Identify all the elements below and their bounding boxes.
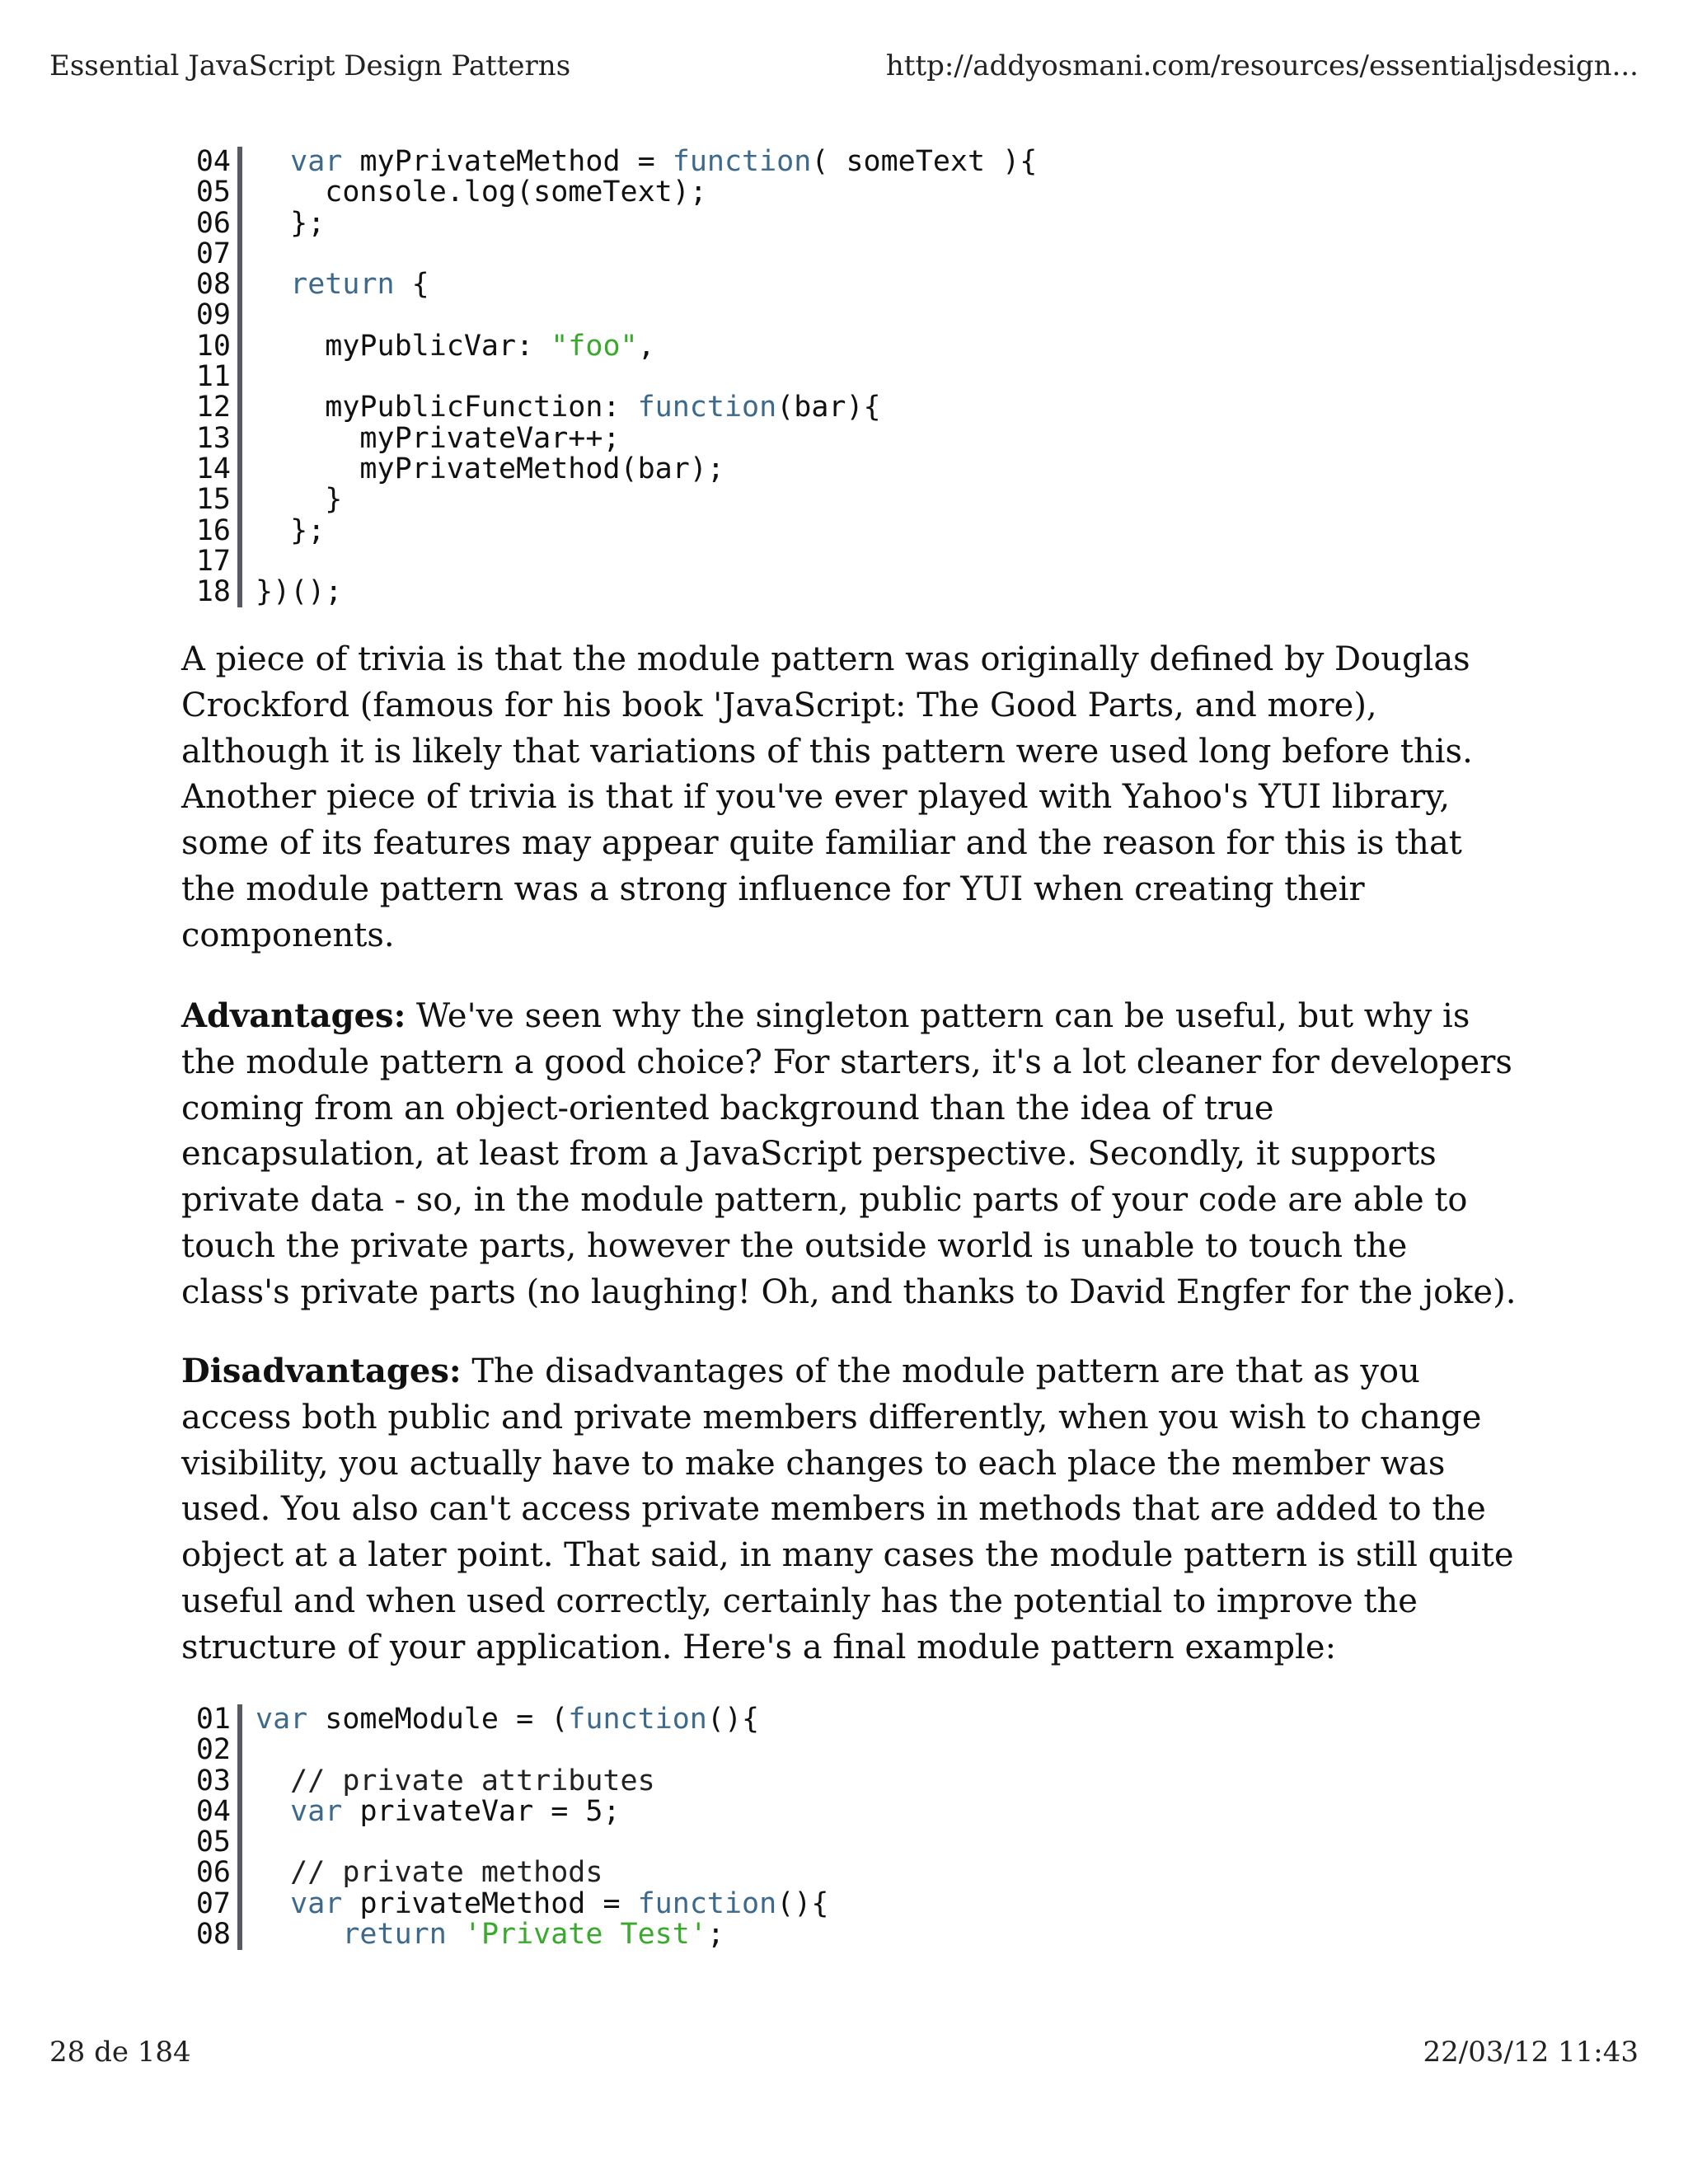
code-text <box>237 454 1510 485</box>
paragraph-line: We've seen why the singleton pattern can be useful, but why is <box>406 997 1470 1035</box>
code-text <box>237 177 1510 208</box>
code-token: privateVar = 5; <box>342 1794 621 1828</box>
code-token: { <box>394 268 429 302</box>
code-line <box>191 1766 1510 1797</box>
line-number: 03 <box>195 1764 231 1797</box>
code-token <box>256 1887 290 1920</box>
code-line <box>191 331 1510 362</box>
code-token <box>447 1918 464 1951</box>
code-line <box>191 1827 1510 1858</box>
code-line <box>191 392 1510 423</box>
paragraph-first-line <box>181 1348 1533 1395</box>
code-token: (){ <box>776 1886 829 1920</box>
code-line <box>191 577 1510 607</box>
code-line <box>191 1858 1510 1888</box>
paragraph-line: Crockford (famous for his book 'JavaScript: The Good Parts, and more), <box>181 686 1377 724</box>
paragraph-line: although it is likely that variations of this pattern were used long before this. <box>181 732 1473 771</box>
code-line <box>191 1794 1510 1828</box>
line-number: 07 <box>195 237 231 270</box>
code-text <box>237 1704 1510 1735</box>
code-string: 'Private Test' <box>463 1918 707 1952</box>
code-keyword: function <box>568 1703 707 1736</box>
code-block-module-return <box>191 147 1510 607</box>
code-text <box>237 577 1510 607</box>
code-line <box>191 362 1510 392</box>
code-token <box>256 145 290 178</box>
code-token: privateMethod = <box>342 1886 638 1920</box>
paragraph-line: class's private parts (no laughing! Oh, and thanks to David Engfer for the joke). <box>181 1272 1517 1311</box>
paragraph-trivia <box>181 637 1533 959</box>
code-block-some-module <box>191 1704 1510 1950</box>
code-line <box>191 1919 1510 1950</box>
code-token: }; <box>256 206 326 240</box>
disadvantages-label: Disadvantages: <box>181 1352 462 1390</box>
code-text <box>237 421 1510 455</box>
code-token: myPublicFunction: <box>256 391 638 424</box>
code-text <box>237 239 1510 269</box>
paragraph-line: encapsulation, at least from a JavaScript perspective. Secondly, it supports <box>181 1135 1437 1174</box>
code-token: someModule = ( <box>307 1703 569 1736</box>
code-keyword: var <box>290 1886 343 1920</box>
page-header-title: Essential JavaScript Design Patterns <box>49 49 571 82</box>
code-token <box>256 268 290 301</box>
code-text <box>237 300 1510 330</box>
line-number: 08 <box>195 268 231 302</box>
page-footer-datetime: 22/03/12 11:43 <box>1423 2036 1639 2069</box>
code-line <box>191 454 1510 485</box>
line-number: 12 <box>195 391 231 424</box>
paragraph-line: structure of your application. Here's a final module pattern example: <box>181 1628 1337 1666</box>
code-keyword: var <box>290 1794 343 1828</box>
code-line <box>191 513 1510 547</box>
code-token: })(); <box>256 575 343 609</box>
line-number: 05 <box>195 176 231 209</box>
code-token: myPublicVar: <box>256 329 551 363</box>
paragraph-line: Another piece of trivia is that if you've ever played with Yahoo's YUI library, <box>181 778 1451 817</box>
code-text <box>237 269 1510 300</box>
code-text <box>237 1858 1510 1888</box>
paragraph-line: the module pattern a good choice? For starters, it's a lot cleaner for developers <box>181 1043 1512 1081</box>
line-number: 07 <box>195 1886 231 1920</box>
code-token: myPrivateMethod(bar); <box>256 452 724 485</box>
line-number: 04 <box>195 1794 231 1828</box>
paragraph-line: useful and when used correctly, certainly has the potential to improve the <box>181 1582 1418 1620</box>
page-header-url: http://addyosmani.com/resources/essentialjsdesign... <box>885 49 1639 82</box>
code-line <box>191 269 1510 300</box>
paragraph-line: visibility, you actually have to make changes to each place the member was <box>181 1444 1446 1483</box>
paragraph-line: the module pattern was a strong influence for YUI when creating their <box>181 869 1365 908</box>
line-number: 06 <box>195 206 231 240</box>
code-keyword: function <box>637 1886 777 1920</box>
code-text <box>237 1794 1510 1828</box>
line-number: 06 <box>195 1856 231 1890</box>
paragraph-line: components. <box>181 916 395 954</box>
code-keyword: function <box>672 145 812 178</box>
line-number: 04 <box>195 145 231 178</box>
code-keyword: var <box>256 1703 308 1736</box>
code-text <box>237 206 1510 240</box>
paragraph-line: coming from an object-oriented background than the idea of true <box>181 1089 1274 1127</box>
paragraph-line: used. You also can't access private members in methods that are added to the <box>181 1490 1486 1529</box>
paragraph-line: object at a later point. That said, in many cases the module pattern is still quite <box>181 1536 1514 1575</box>
code-text <box>237 546 1510 577</box>
line-number: 18 <box>195 575 231 609</box>
code-line <box>191 485 1510 515</box>
line-number: 16 <box>195 513 231 547</box>
line-number: 10 <box>195 329 231 363</box>
code-text <box>237 1919 1510 1950</box>
code-token <box>256 1795 290 1828</box>
code-line <box>191 1886 1510 1920</box>
code-comment: // private attributes <box>256 1764 655 1797</box>
code-line <box>191 421 1510 455</box>
line-number: 15 <box>195 483 231 517</box>
line-number: 09 <box>195 298 231 332</box>
code-token <box>256 1918 342 1951</box>
paragraph-line: access both public and private members differently, when you wish to change <box>181 1398 1482 1436</box>
line-number: 14 <box>195 452 231 485</box>
code-text <box>237 513 1510 547</box>
code-token: console.log(someText); <box>256 176 707 209</box>
line-number: 01 <box>195 1703 231 1736</box>
code-line <box>191 546 1510 577</box>
code-text <box>237 485 1510 515</box>
code-token: , <box>637 329 655 363</box>
code-line <box>191 206 1510 240</box>
code-token: ; <box>706 1918 724 1952</box>
code-comment: // private methods <box>256 1856 603 1890</box>
code-string: "foo" <box>551 329 638 363</box>
code-line <box>191 1735 1510 1765</box>
advantages-label: Advantages: <box>181 996 406 1035</box>
code-text <box>237 331 1510 362</box>
code-keyword: function <box>637 391 777 424</box>
paragraph-line: some of its features may appear quite familiar and the reason for this is that <box>181 824 1462 863</box>
code-line <box>191 1704 1510 1735</box>
paragraph-line: private data - so, in the module pattern, public parts of your code are able to <box>181 1181 1468 1220</box>
code-token: } <box>256 483 343 517</box>
code-keyword: var <box>290 145 343 178</box>
page-footer-page-number: 28 de 184 <box>49 2036 191 2069</box>
code-text <box>237 1886 1510 1920</box>
line-number: 05 <box>195 1825 231 1859</box>
code-line <box>191 177 1510 208</box>
code-text <box>237 1735 1510 1765</box>
line-number: 08 <box>195 1918 231 1952</box>
code-token: }; <box>256 513 326 547</box>
code-token: myPrivateVar++; <box>256 421 621 455</box>
code-token: myPrivateMethod = <box>342 145 673 178</box>
code-token: (){ <box>706 1703 760 1736</box>
paragraph-advantages <box>181 993 1533 1316</box>
code-line <box>191 300 1510 330</box>
code-text <box>237 147 1510 177</box>
code-text <box>237 392 1510 423</box>
code-token: ( someText ){ <box>811 145 1038 178</box>
paragraph-disadvantages <box>181 1348 1533 1671</box>
paragraph-line: A piece of trivia is that the module pattern was originally defined by Douglas <box>181 640 1470 678</box>
paragraph-first-line <box>181 993 1533 1040</box>
code-text <box>237 1827 1510 1858</box>
code-token: (bar){ <box>776 391 881 424</box>
code-line <box>191 147 1510 177</box>
code-text <box>237 1766 1510 1797</box>
code-keyword: return <box>290 268 395 302</box>
line-number: 11 <box>195 360 231 394</box>
line-number: 02 <box>195 1733 231 1767</box>
paragraph-line: The disadvantages of the module pattern are that as you <box>461 1352 1420 1390</box>
code-line <box>191 239 1510 269</box>
line-number: 13 <box>195 421 231 455</box>
line-number: 17 <box>195 544 231 578</box>
paragraph-line: touch the private parts, however the outside world is unable to touch the <box>181 1226 1408 1265</box>
code-text <box>237 362 1510 392</box>
code-keyword: return <box>342 1918 447 1952</box>
